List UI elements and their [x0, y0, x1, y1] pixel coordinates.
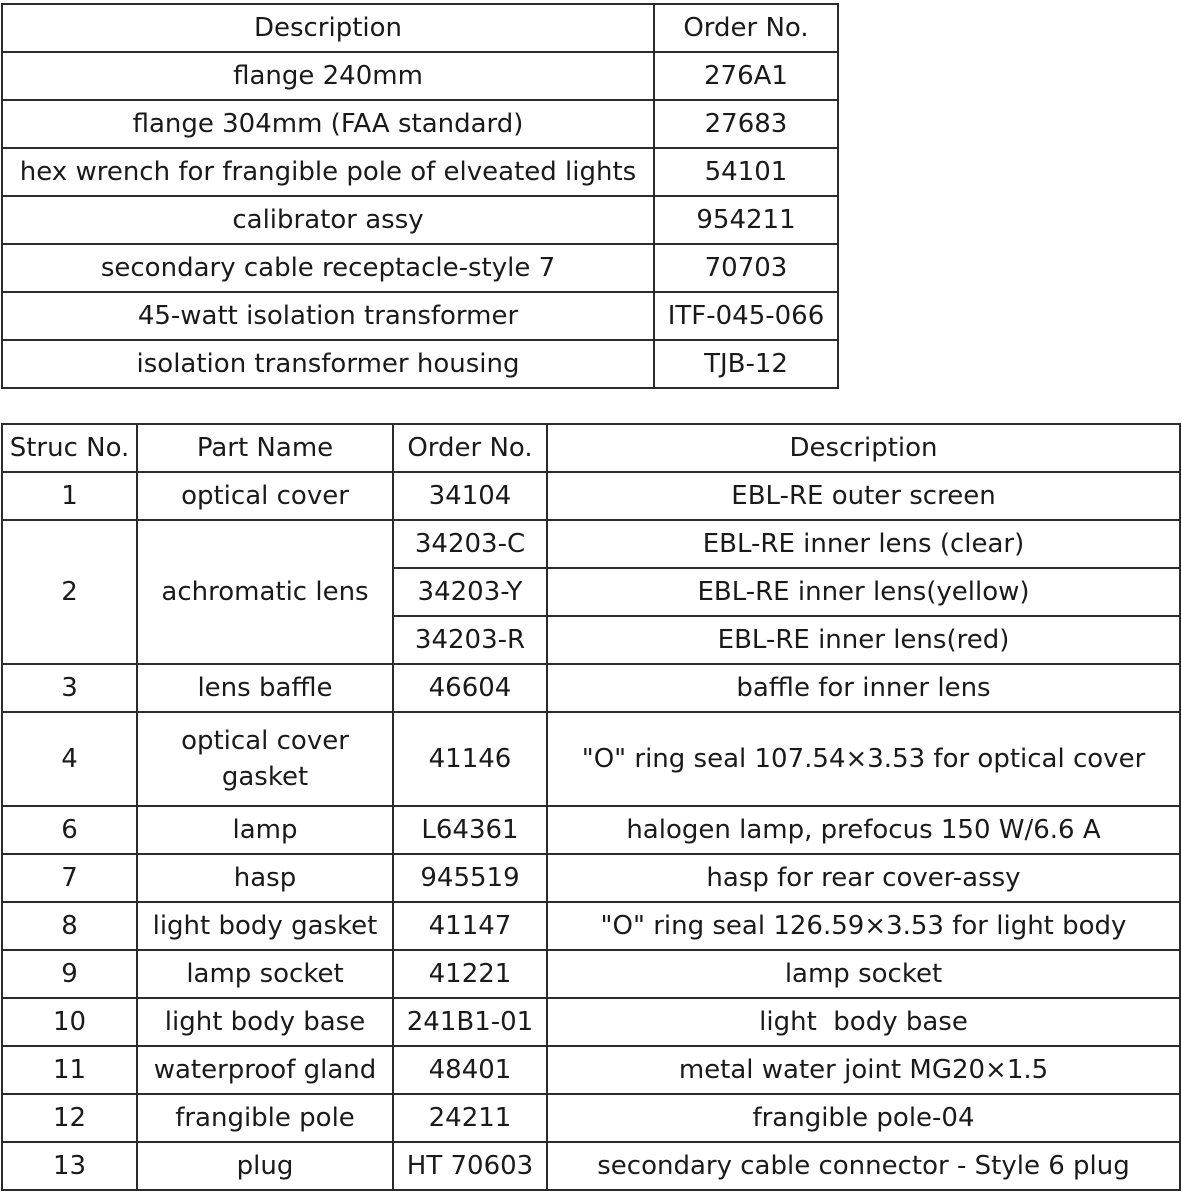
cell-order-no: TJB-12	[654, 340, 838, 388]
cell-description: hex wrench for frangible pole of elveated lights	[2, 148, 654, 196]
cell-part-name: achromatic lens	[137, 520, 393, 664]
cell-part-name: hasp	[137, 854, 393, 902]
cell-description: secondary cable connector - Style 6 plug	[547, 1142, 1180, 1190]
cell-struc-no: 9	[2, 950, 137, 998]
cell-struc-no: 11	[2, 1046, 137, 1094]
cell-struc-no: 3	[2, 664, 137, 712]
header-struc-no: Struc No.	[2, 424, 137, 472]
cell-order-no: 34203-Y	[393, 568, 547, 616]
table-row	[2, 520, 1180, 568]
header-description: Description	[547, 424, 1180, 472]
cell-description: EBL-RE inner lens (clear)	[547, 520, 1180, 568]
cell-description: light body base	[547, 998, 1180, 1046]
cell-description: flange 304mm (FAA standard)	[2, 100, 654, 148]
table-header-row	[2, 4, 838, 52]
cell-description: calibrator assy	[2, 196, 654, 244]
cell-description: isolation transformer housing	[2, 340, 654, 388]
cell-struc-no: 7	[2, 854, 137, 902]
table-row	[2, 1046, 1180, 1094]
cell-order-no: 46604	[393, 664, 547, 712]
cell-description: "O" ring seal 126.59×3.53 for light body	[547, 902, 1180, 950]
cell-struc-no: 8	[2, 902, 137, 950]
cell-order-no: ITF-045-066	[654, 292, 838, 340]
cell-description: "O" ring seal 107.54×3.53 for optical cover	[547, 712, 1180, 806]
cell-order-no: 24211	[393, 1094, 547, 1142]
cell-order-no: 41147	[393, 902, 547, 950]
table-row	[2, 998, 1180, 1046]
header-order-no: Order No.	[654, 4, 838, 52]
table-row	[2, 100, 838, 148]
parts-table	[1, 423, 1181, 1191]
cell-order-no: 241B1-01	[393, 998, 547, 1046]
cell-description: frangible pole-04	[547, 1094, 1180, 1142]
table-row	[2, 854, 1180, 902]
cell-order-no: 70703	[654, 244, 838, 292]
cell-order-no: 27683	[654, 100, 838, 148]
cell-part-name: lens baffle	[137, 664, 393, 712]
table-row	[2, 292, 838, 340]
accessories-table	[1, 3, 839, 389]
cell-description: baffle for inner lens	[547, 664, 1180, 712]
cell-struc-no: 13	[2, 1142, 137, 1190]
table-row	[2, 340, 838, 388]
header-order-no: Order No.	[393, 424, 547, 472]
cell-description: 45-watt isolation transformer	[2, 292, 654, 340]
cell-order-no: 41146	[393, 712, 547, 806]
cell-part-name: lamp socket	[137, 950, 393, 998]
cell-order-no: 48401	[393, 1046, 547, 1094]
table-row	[2, 664, 1180, 712]
cell-part-name: light body gasket	[137, 902, 393, 950]
cell-order-no: L64361	[393, 806, 547, 854]
cell-description: flange 240mm	[2, 52, 654, 100]
table-row	[2, 1094, 1180, 1142]
table-row	[2, 472, 1180, 520]
table-row	[2, 148, 838, 196]
cell-struc-no: 10	[2, 998, 137, 1046]
cell-struc-no: 1	[2, 472, 137, 520]
cell-part-name: plug	[137, 1142, 393, 1190]
table-row	[2, 52, 838, 100]
cell-part-name: lamp	[137, 806, 393, 854]
cell-part-name: light body base	[137, 998, 393, 1046]
cell-order-no: HT 70603	[393, 1142, 547, 1190]
cell-order-no: 276A1	[654, 52, 838, 100]
cell-description: metal water joint MG20×1.5	[547, 1046, 1180, 1094]
cell-order-no: 41221	[393, 950, 547, 998]
cell-part-name: frangible pole	[137, 1094, 393, 1142]
cell-order-no: 954211	[654, 196, 838, 244]
cell-order-no: 34203-C	[393, 520, 547, 568]
cell-struc-no: 6	[2, 806, 137, 854]
cell-order-no: 34203-R	[393, 616, 547, 664]
cell-part-name: optical cover gasket	[137, 712, 393, 806]
table-row	[2, 1142, 1180, 1190]
cell-order-no: 54101	[654, 148, 838, 196]
table-row	[2, 902, 1180, 950]
cell-struc-no: 2	[2, 520, 137, 664]
table-row	[2, 244, 838, 292]
cell-description: lamp socket	[547, 950, 1180, 998]
table-header-row	[2, 424, 1180, 472]
cell-description: EBL-RE inner lens(yellow)	[547, 568, 1180, 616]
cell-struc-no: 12	[2, 1094, 137, 1142]
cell-description: hasp for rear cover-assy	[547, 854, 1180, 902]
header-description: Description	[2, 4, 654, 52]
cell-description: secondary cable receptacle-style 7	[2, 244, 654, 292]
header-part-name: Part Name	[137, 424, 393, 472]
table-row	[2, 712, 1180, 806]
cell-description: EBL-RE inner lens(red)	[547, 616, 1180, 664]
cell-order-no: 945519	[393, 854, 547, 902]
cell-part-name: waterproof gland	[137, 1046, 393, 1094]
cell-description: EBL-RE outer screen	[547, 472, 1180, 520]
table-row	[2, 806, 1180, 854]
cell-struc-no: 4	[2, 712, 137, 806]
cell-part-name: optical cover	[137, 472, 393, 520]
cell-description: halogen lamp, prefocus 150 W/6.6 A	[547, 806, 1180, 854]
cell-order-no: 34104	[393, 472, 547, 520]
table-row	[2, 196, 838, 244]
table-row	[2, 950, 1180, 998]
